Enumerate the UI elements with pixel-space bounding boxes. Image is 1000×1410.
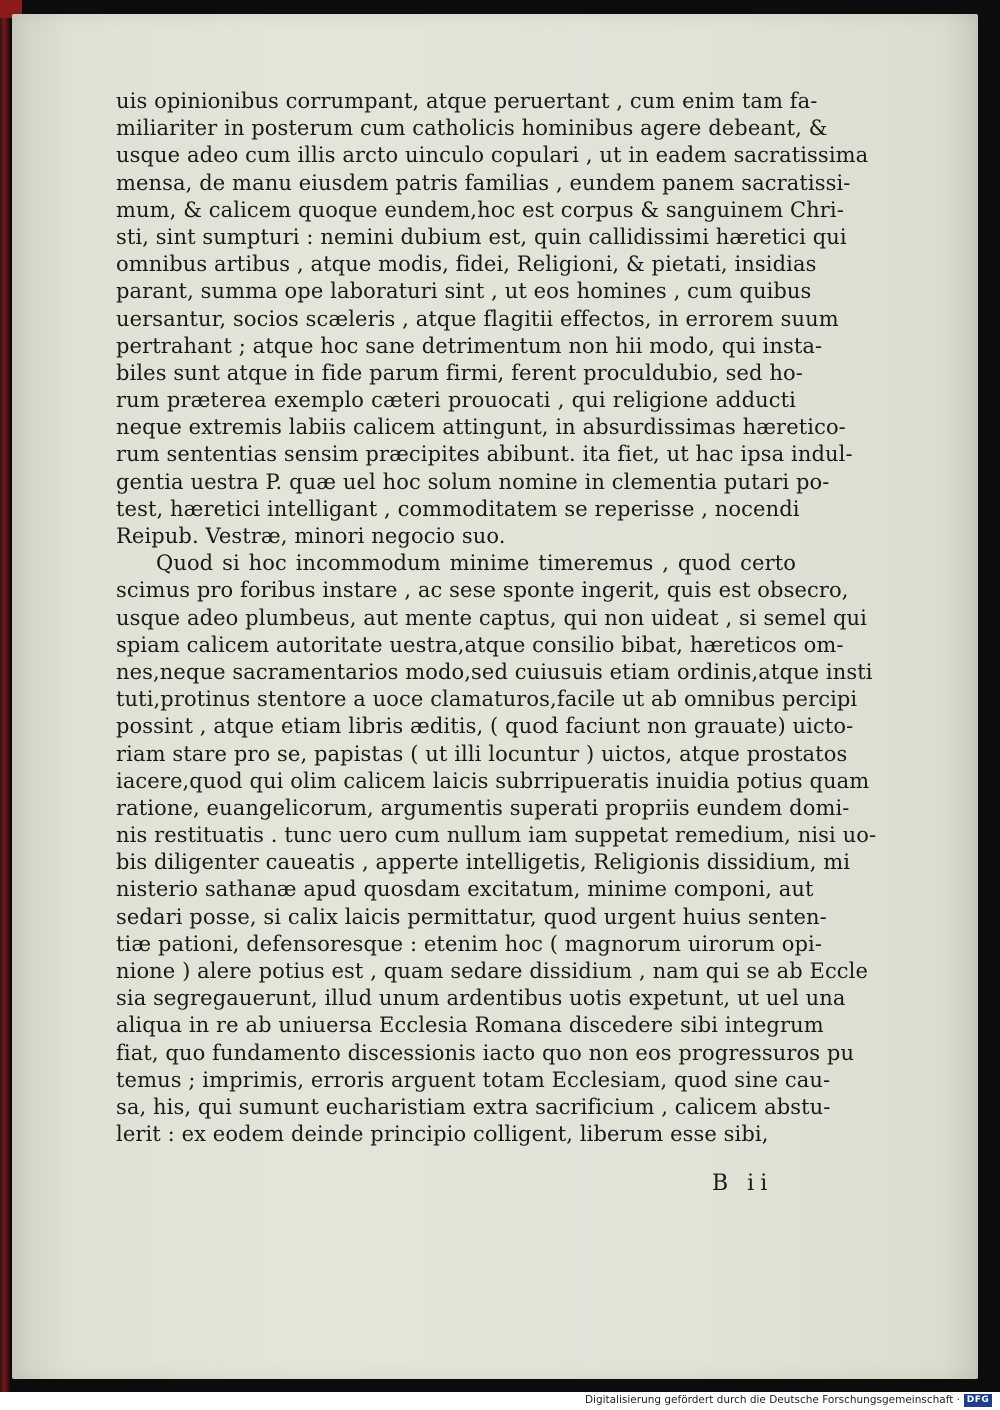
book-spine (0, 0, 10, 1392)
text-line: Quod si hoc incommodum minime timeremus , quod certo (156, 551, 796, 576)
text-line: biles sunt atque in fide parum firmi, ferent proculdubio, sed ho- (116, 360, 803, 385)
text-line: scimus pro foribus instare , ac sese sponte ingerit, quis est obsecro, (116, 578, 849, 603)
text-line: neque extremis labiis calicem attingunt, in absurdissimas hæretico- (116, 415, 846, 440)
text-line: nisterio sathanæ apud quosdam excitatum, minime componi, aut (116, 877, 814, 902)
text-line: gentia uestra P. quæ uel hoc solum nomine in clementia putari po- (116, 469, 830, 494)
signature-mark: B ii (712, 1171, 774, 1196)
text-line: uis opinionibus corrumpant, atque peruertant , cum enim tam fa- (116, 89, 818, 113)
page-text (116, 88, 877, 1148)
book-page (12, 14, 978, 1379)
text-line: lerit : ex eodem deinde principio colligent, liberum esse sibi, (116, 1122, 769, 1147)
text-line: nis restituatis . tunc uero cum nullum iam suppetat remedium, nisi uo- (116, 823, 877, 848)
text-line: rum præterea exemplo cæteri prouocati , qui religione adducti (116, 388, 796, 413)
text-line: rum sententias sensim præcipites abibunt. ita fiet, ut hac ipsa indul- (116, 442, 853, 467)
dfg-logo: DFG (964, 1394, 992, 1407)
text-line: sti, sint sumpturi : nemini dubium est, quin callidissimi hæretici qui (116, 224, 847, 249)
text-line: parant, summa ope laboraturi sint , ut eos homines , cum quibus (116, 279, 812, 304)
text-line: tiæ pationi, defensoresque : etenim hoc ( magnorum uirorum opi- (116, 931, 823, 956)
text-line: sa, his, qui sumunt eucharistiam extra sacrificium , calicem abstu- (116, 1094, 831, 1119)
text-line: mum, & calicem quoque eundem,hoc est corpus & sanguinem Chri- (116, 197, 844, 222)
footer-bar (0, 1392, 1000, 1410)
text-line: possint , atque etiam libris æditis, ( quod faciunt non grauate) uicto- (116, 714, 854, 739)
text-line: bis diligenter caueatis , apperte intelligetis, Religionis dissidium, mi (116, 850, 851, 875)
text-line: test, hæretici intelligant , commoditatem se reperisse , nocendi (116, 496, 800, 521)
text-line: usque adeo plumbeus, aut mente captus, qui non uideat , si semel qui (116, 605, 867, 630)
text-line: ratione, euangelicorum, argumentis superati propriis eundem domi- (116, 795, 850, 820)
text-line: aliqua in re ab uniuersa Ecclesia Romana discedere sibi integrum (116, 1013, 824, 1038)
funding-credit: Digitalisierung gefördert durch die Deutsche Forschungsgemeinschaft · (584, 1394, 960, 1406)
text-line: miliariter in posterum cum catholicis hominibus agere debeant, & (116, 116, 828, 141)
text-line: nione ) alere potius est , quam sedare dissidium , nam qui se ab Eccle (116, 959, 869, 983)
text-line: Reipub. Vestræ, minori negocio suo. (116, 524, 506, 548)
text-line: sedari posse, si calix laicis permittatur, quod urgent huius senten- (116, 904, 827, 929)
text-line: uersantur, socios scæleris , atque flagitii effectos, in errorem suum (116, 306, 839, 331)
text-line: omnibus artibus , atque modis, fidei, Religioni, & pietati, insidias (116, 252, 817, 277)
text-line: spiam calicem autoritate uestra,atque consilio bibat, hæreticos om- (116, 632, 844, 657)
text-line: iacere,quod qui olim calicem laicis subrripueratis inuidia potius quam (116, 768, 870, 793)
text-line: usque adeo cum illis arcto uinculo copulari , ut in eadem sacratissima (116, 143, 869, 168)
text-line: tuti,protinus stentore a uoce clamaturos,facile ut ab omnibus percipi (116, 687, 858, 712)
text-line: mensa, de manu eiusdem patris familias , eundem panem sacratissi- (116, 170, 851, 195)
text-line: sia segregauerunt, illud unum ardentibus uotis expetunt, ut uel una (116, 986, 846, 1011)
text-line: pertrahant ; atque hoc sane detrimentum non hii modo, qui insta- (116, 333, 823, 358)
text-line: nes,neque sacramentarios modo,sed cuiusuis etiam ordinis,atque insti (116, 659, 873, 684)
text-line: temus ; imprimis, erroris arguent totam Ecclesiam, quod sine cau- (116, 1067, 831, 1092)
text-line: fiat, quo fundamento discessionis iacto quo non eos progressuros pu (116, 1040, 855, 1065)
text-line: riam stare pro se, papistas ( ut illi locuntur ) uictos, atque prostatos (116, 741, 848, 766)
